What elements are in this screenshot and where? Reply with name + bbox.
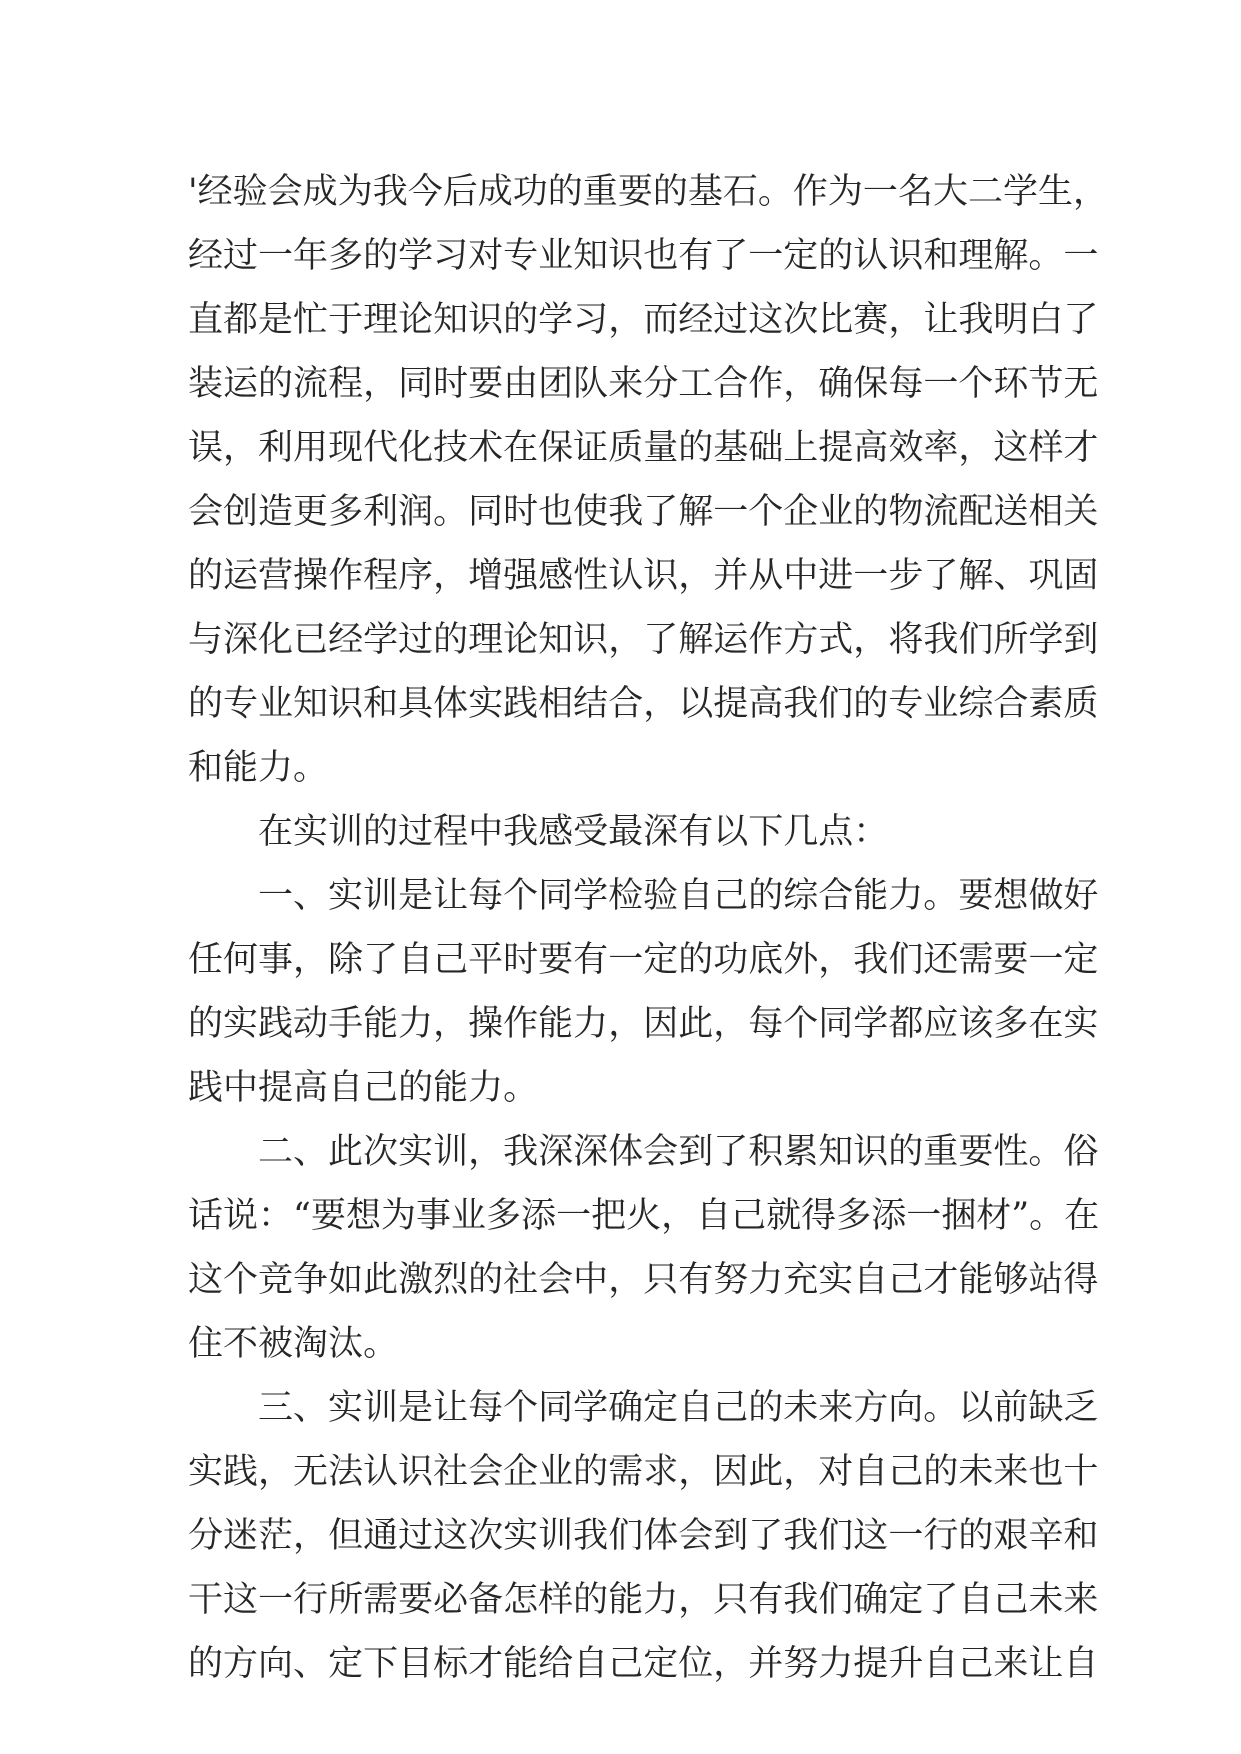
- text-line: 和 能 力 。: [188, 748, 329, 788]
- text-line: 分 迷 茫 ， 但 通 过 这 次 实 训 我 们 体 会 到 了 我 们 这 一 行 的 艰 辛 和: [188, 1516, 1099, 1556]
- text-line: 实 践 ， 无 法 认 识 社 会 企 业 的 需 求 ， 因 此 ， 对 自 己 的 未 来 也 十: [188, 1452, 1099, 1492]
- text-line: 的 实 践 动 手 能 力 ， 操 作 能 力 ， 因 此 ， 每 个 同 学 都 应 该 多 在 实: [188, 1004, 1099, 1044]
- text-line: 一 、 实 训 是 让 每 个 同 学 检 验 自 己 的 综 合 能 力 。 要 想 做 好: [258, 876, 1099, 916]
- text-line: 误 ， 利 用 现 代 化 技 术 在 保 证 质 量 的 基 础 上 提 高 效 率 ， 这 样 才: [188, 428, 1099, 468]
- text-line: 住 不 被 淘 汰 。: [188, 1324, 399, 1364]
- text-line: 的 运 营 操 作 程 序 ， 增 强 感 性 认 识 ， 并 从 中 进 一 步 了 解 、 巩 固: [188, 556, 1099, 596]
- text-line: ' 经 验 会 成 为 我 今 后 成 功 的 重 要 的 基 石 。 作 为 一 名 大 二 学 生 ，: [188, 172, 1109, 212]
- text-line: 在 实 训 的 过 程 中 我 感 受 最 深 有 以 下 几 点 ：: [258, 812, 889, 852]
- text-line: 的 方 向 、 定 下 目 标 才 能 给 自 己 定 位 ， 并 努 力 提 升 自 己 来 让 自: [188, 1644, 1099, 1684]
- text-line: 干 这 一 行 所 需 要 必 备 怎 样 的 能 力 ， 只 有 我 们 确 定 了 自 己 未 来: [188, 1580, 1099, 1620]
- text-line: 会 创 造 更 多 利 润 。 同 时 也 使 我 了 解 一 个 企 业 的 物 流 配 送 相 关: [188, 492, 1099, 532]
- text-line: 践 中 提 高 自 己 的 能 力 。: [188, 1068, 539, 1108]
- document-body: [188, 160, 1109, 1696]
- text-line: 经 过 一 年 多 的 学 习 对 专 业 知 识 也 有 了 一 定 的 认 识 和 理 解 。 一: [188, 236, 1099, 276]
- text-line: 三 、 实 训 是 让 每 个 同 学 确 定 自 己 的 未 来 方 向 。 以 前 缺 乏: [258, 1388, 1099, 1428]
- text-line: 任 何 事 ， 除 了 自 己 平 时 要 有 一 定 的 功 底 外 ， 我 们 还 需 要 一 定: [188, 940, 1099, 980]
- text-line: 装 运 的 流 程 ， 同 时 要 由 团 队 来 分 工 合 作 ， 确 保 每 一 个 环 节 无: [188, 364, 1099, 404]
- text-line: 话 说 ： “ 要 想 为 事 业 多 添 一 把 火 ， 自 己 就 得 多 添 一 捆 材 ” 。 在: [188, 1196, 1100, 1236]
- text-line: 的 专 业 知 识 和 具 体 实 践 相 结 合 ， 以 提 高 我 们 的 专 业 综 合 素 质: [188, 684, 1099, 724]
- text-line: 这 个 竞 争 如 此 激 烈 的 社 会 中 ， 只 有 努 力 充 实 自 己 才 能 够 站 得: [188, 1260, 1099, 1300]
- text-line: 二 、 此 次 实 训 ， 我 深 深 体 会 到 了 积 累 知 识 的 重 要 性 。 俗: [258, 1132, 1099, 1172]
- text-line: 直 都 是 忙 于 理 论 知 识 的 学 习 ， 而 经 过 这 次 比 赛 ， 让 我 明 白 了: [188, 300, 1099, 340]
- text-line: 与 深 化 已 经 学 过 的 理 论 知 识 ， 了 解 运 作 方 式 ， 将 我 们 所 学 到: [188, 620, 1099, 660]
